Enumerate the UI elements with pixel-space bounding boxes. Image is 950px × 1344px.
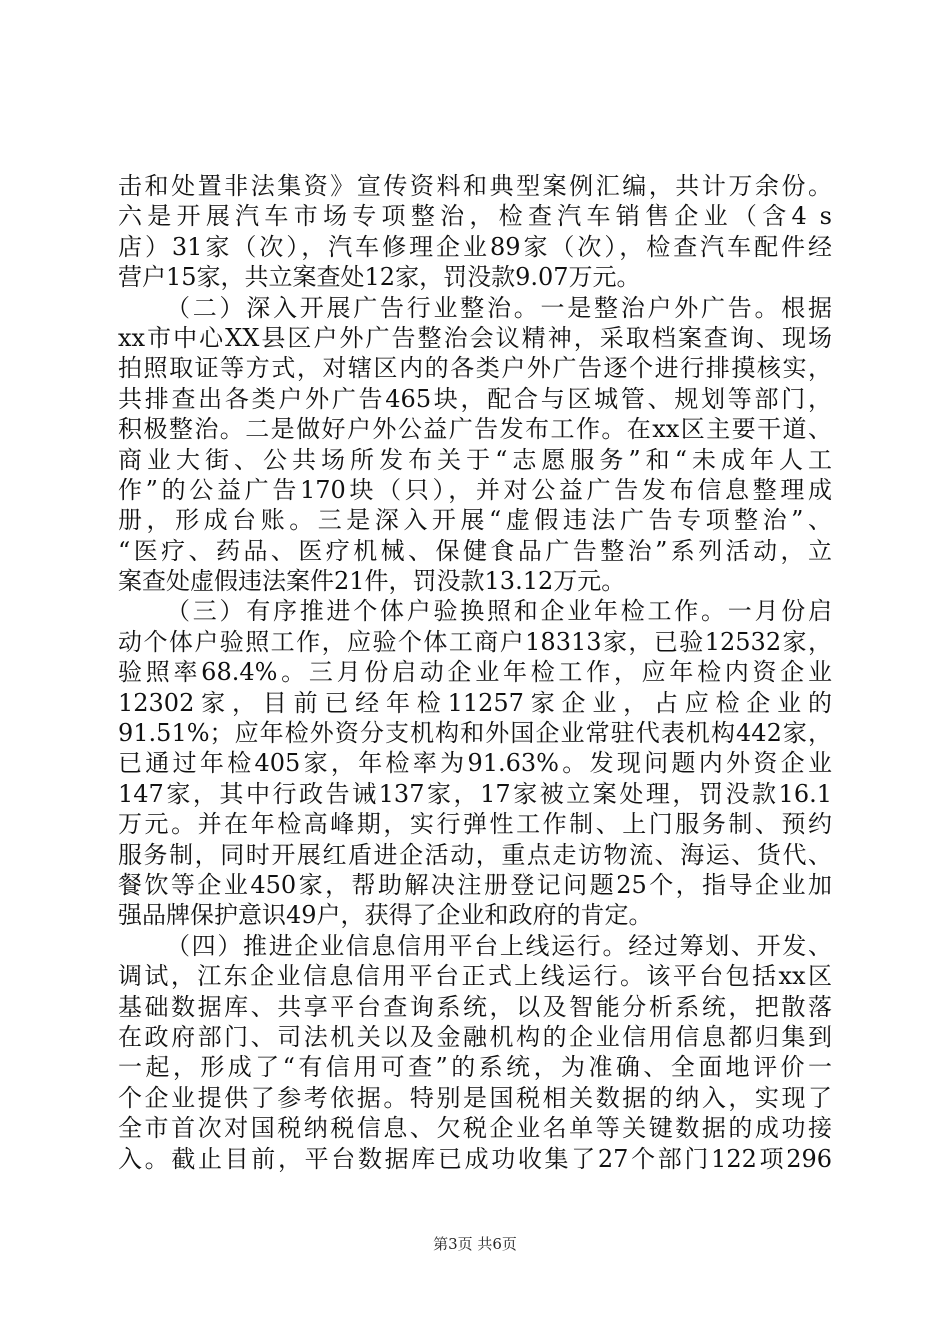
- page-footer: 第3页 共6页: [433, 1235, 517, 1253]
- text-line: （二）深入开展广告行业整治。一是整治户外广告。根据: [166, 293, 832, 322]
- text-line: 调试，江东企业信息信用平台正式上线运行。该平台包括xx区: [118, 962, 832, 991]
- text-line: （四）推进企业信息信用平台上线运行。经过筹划、开发、: [166, 931, 832, 960]
- text-line: 店）31家（次），汽车修理企业89家（次），检查汽车配件经: [118, 232, 832, 261]
- text-line: 击和处置非法集资》宣传资料和典型案例汇编，共计万余份。: [118, 172, 832, 200]
- text-line: 共排查出各类户外广告465块，配合与区城管、规划等部门，: [118, 384, 832, 413]
- text-line: 动个体户验照工作，应验个体工商户18313家，已验12532家，: [118, 627, 832, 656]
- text-line: 12302家，目前已经年检11257家企业，占应检企业的: [118, 688, 832, 717]
- text-line: 万元。并在年检高峰期，实行弹性工作制、上门服务制、预约: [118, 810, 832, 839]
- text-line: 六是开展汽车市场专项整治，检查汽车销售企业（含4 s: [118, 202, 832, 231]
- text-line: xx市中心XX县区户外广告整治会议精神，采取档案查询、现场: [118, 323, 832, 352]
- text-line: 已通过年检405家，年检率为91.63%。发现问题内外资企业: [118, 749, 832, 778]
- text-line: 在政府部门、司法机关以及金融机构的企业信用信息都归集到: [118, 1022, 832, 1051]
- text-line: 拍照取证等方式，对辖区内的各类户外广告逐个进行排摸核实，: [118, 354, 832, 383]
- text-line: 作”的公益广告170块（只），并对公益广告发布信息整理成: [118, 475, 832, 504]
- text-line: 91.51%；应年检外资分支机构和外国企业常驻代表机构442家，: [118, 719, 832, 748]
- text-line: 验照率68.4%。三月份启动企业年检工作，应年检内资企业: [118, 658, 832, 687]
- text-line: 积极整治。二是做好户外公益广告发布工作。在xx区主要干道、: [118, 415, 832, 444]
- document-body: [118, 171, 832, 1174]
- text-line: 服务制，同时开展红盾进企活动，重点走访物流、海运、货代、: [118, 840, 832, 869]
- text-line: 基础数据库、共享平台查询系统，以及智能分析系统，把散落: [118, 992, 832, 1021]
- text-line: 餐饮等企业450家，帮助解决注册登记问题25个，指导企业加: [118, 870, 832, 899]
- text-line: （三）有序推进个体户验换照和企业年检工作。一月份启: [166, 597, 832, 626]
- text-line: 案查处虚假违法案件21件，罚没款13.12万元。: [118, 567, 626, 596]
- text-line: 一起，形成了“有信用可查”的系统，为准确、全面地评价一: [118, 1053, 832, 1082]
- text-line: 强品牌保护意识49户，获得了企业和政府的肯定。: [118, 901, 653, 930]
- text-line: 商业大街、公共场所发布关于“志愿服务”和“未成年人工: [118, 445, 832, 474]
- text-line: “医疗、药品、医疗机械、保健食品广告整治”系列活动，立: [118, 536, 832, 565]
- text-line: 147家，其中行政告诫137家，17家被立案处理，罚没款16.1: [118, 779, 832, 808]
- text-line: 全市首次对国税纳税信息、欠税企业名单等关键数据的成功接: [118, 1114, 832, 1143]
- text-line: 个企业提供了参考依据。特别是国税相关数据的纳入，实现了: [118, 1083, 832, 1112]
- text-line: 册，形成台账。三是深入开展“虚假违法广告专项整治”、: [118, 506, 832, 535]
- text-line: 营户15家，共立案查处12家，罚没款9.07万元。: [118, 263, 641, 292]
- text-line: 入。截止目前，平台数据库已成功收集了27个部门122项296: [118, 1144, 832, 1173]
